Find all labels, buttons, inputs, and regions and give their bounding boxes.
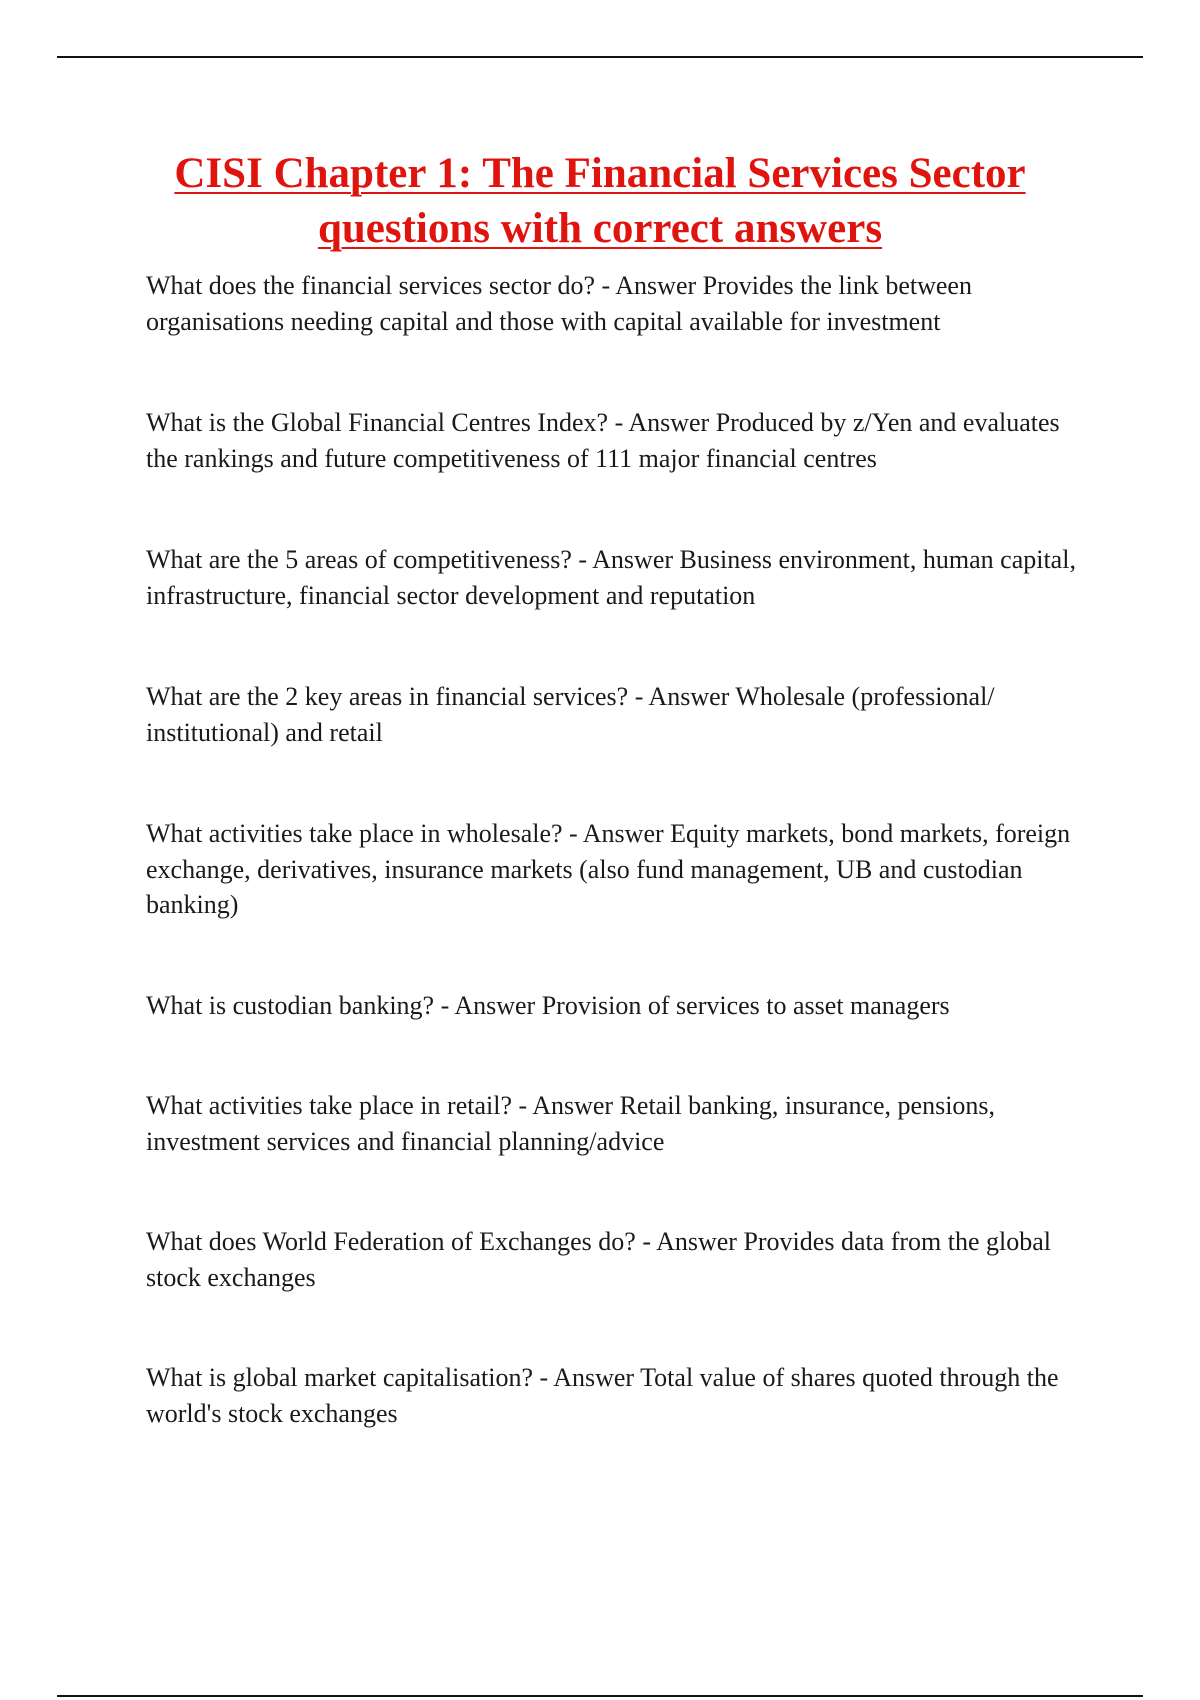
answer-text: Wholesale (professional/ institutional) and retail: [146, 682, 995, 747]
answer-separator: - Answer: [595, 271, 703, 300]
question-text: What is the Global Financial Centres Index?: [146, 408, 609, 437]
qa-item: [146, 1360, 1096, 1431]
qa-list: [146, 268, 1096, 1431]
question-text: What are the 5 areas of competitiveness?: [146, 545, 572, 574]
question-text: What is global market capitalisation?: [146, 1363, 533, 1392]
qa-item: [146, 542, 1096, 613]
question-text: What activities take place in wholesale?: [146, 819, 563, 848]
qa-item: [146, 405, 1096, 476]
answer-text: Total value of shares quoted through the world's stock exchanges: [146, 1363, 1059, 1428]
answer-text: Provision of services to asset managers: [541, 990, 950, 1020]
answer-separator: - Answer: [434, 990, 542, 1020]
spacer: [146, 1023, 1096, 1088]
answer-separator: - Answer: [635, 1227, 744, 1256]
answer-separator: - Answer: [628, 682, 736, 711]
page-title: CISI Chapter 1: The Financial Services Sector questions with correct answers: [174, 150, 1026, 252]
bottom-rule: [57, 1695, 1143, 1697]
answer-separator: - Answer: [511, 1091, 620, 1120]
spacer: [146, 613, 1096, 679]
answer-text: Provides the link between organisations needing capital and those with capital available for investment: [146, 271, 972, 336]
spacer: [146, 750, 1096, 816]
qa-item: [146, 1224, 1096, 1295]
spacer: [146, 1295, 1096, 1360]
question-text: What activities take place in retail?: [146, 1091, 512, 1120]
answer-separator: - Answer: [562, 819, 671, 848]
answer-separator: - Answer: [608, 408, 716, 437]
question-text: What does World Federation of Exchanges do?: [146, 1227, 636, 1256]
spacer: [146, 339, 1096, 405]
answer-text: Retail banking, insurance, pensions, investment services and financial planning/advice: [146, 1091, 996, 1156]
top-rule: [57, 56, 1143, 58]
qa-item: [146, 988, 1096, 1024]
answer-text: Equity markets, bond markets, foreign exchange, derivatives, insurance markets (also fund management, UB and custodian banking): [146, 819, 1071, 919]
answer-text: Produced by z/Yen and evaluates the rankings and future competitiveness of 111 major financial centres: [146, 408, 1060, 473]
question-text: What does the financial services sector do?: [146, 271, 596, 300]
qa-item: [146, 816, 1096, 923]
spacer: [146, 476, 1096, 542]
spacer: [146, 1159, 1096, 1224]
answer-text: Provides data from the global stock exchanges: [146, 1227, 1052, 1292]
qa-item: [146, 268, 1096, 339]
question-text: What is custodian banking?: [146, 990, 435, 1020]
answer-text: Business environment, human capital, infrastructure, financial sector development and reputation: [146, 545, 1076, 610]
question-text: What are the 2 key areas in financial services?: [146, 682, 629, 711]
spacer: [146, 923, 1096, 988]
answer-separator: - Answer: [571, 545, 680, 574]
qa-item: [146, 679, 1096, 750]
qa-item: [146, 1088, 1096, 1159]
answer-separator: - Answer: [532, 1363, 641, 1392]
